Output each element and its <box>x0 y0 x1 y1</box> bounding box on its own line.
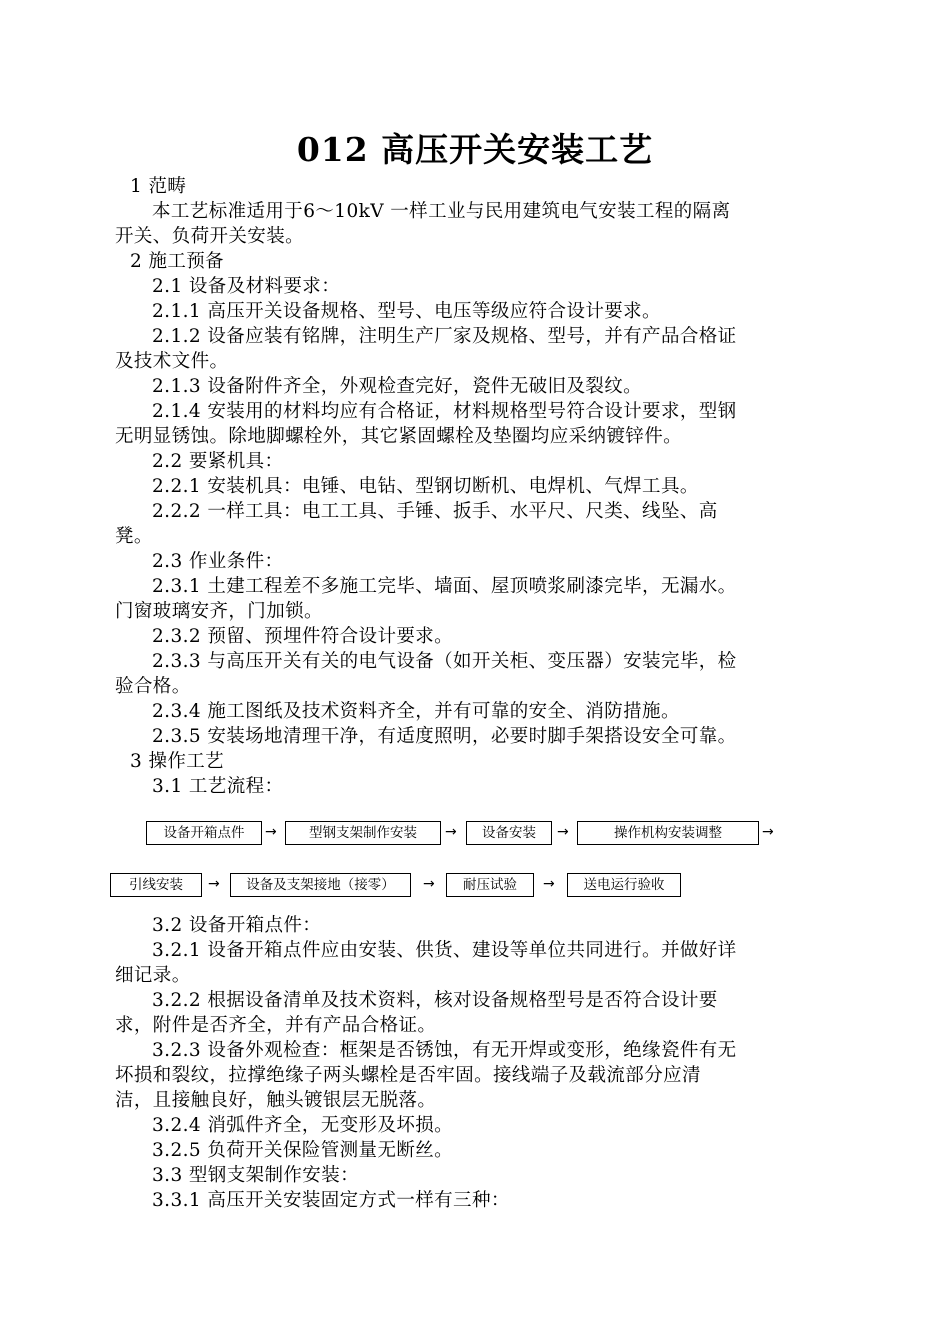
flowchart-row-2 <box>0 873 950 899</box>
paragraph-line: 无明显锈蚀。除地脚螺栓外，其它紧固螺栓及垫圈均应采纳镀锌件。 <box>115 426 683 447</box>
paragraph-line: 2.3.1 土建工程差不多施工完毕、墙面、屋顶喷浆刷漆完毕，无漏水。 <box>152 576 737 597</box>
paragraph-line: 洁，且接触良好，触头镀银层无脱落。 <box>115 1090 437 1111</box>
paragraph-line: 凳。 <box>115 526 153 547</box>
paragraph-line: 2.1.2 设备应装有铭牌，注明生产厂家及规格、型号，并有产品合格证 <box>152 326 737 347</box>
flow-step-mechanism: 操作机构安装调整 <box>577 821 759 845</box>
paragraph-line: 求，附件是否齐全，并有产品合格证。 <box>115 1015 437 1036</box>
flowchart-row-1 <box>0 821 950 847</box>
paragraph-line: 及技术文件。 <box>115 351 229 372</box>
paragraph-line: 2.3.4 施工图纸及技术资料齐全，并有可靠的安全、消防措施。 <box>152 701 680 722</box>
paragraph-line: 2.1.4 安装用的材料均应有合格证，材料规格型号符合设计要求，型钢 <box>152 401 737 422</box>
section-heading: 3 操作工艺 <box>130 751 225 772</box>
flow-step-leads: 引线安装 <box>110 873 202 897</box>
flow-step-install: 设备安装 <box>466 821 552 845</box>
flow-step-unpack: 设备开箱点件 <box>146 821 262 845</box>
paragraph-line: 3.3.1 高压开关安装固定方式一样有三种： <box>152 1190 510 1211</box>
flow-arrow-icon: → <box>557 824 569 840</box>
paragraph-line: 坏损和裂纹，拉撑绝缘子两头螺栓是否牢固。接线端子及载流部分应清 <box>115 1065 701 1086</box>
paragraph-line: 3.2.2 根据设备清单及技术资料，核对设备规格型号是否符合设计要 <box>152 990 718 1011</box>
paragraph-line: 2.1 设备及材料要求： <box>152 276 341 297</box>
paragraph-line: 3.2.4 消弧件齐全，无变形及坏损。 <box>152 1115 454 1136</box>
page-title: 012 高压开关安装工艺 <box>296 130 654 169</box>
paragraph-line: 2.3.2 预留、预埋件符合设计要求。 <box>152 626 454 647</box>
section-heading: 2 施工预备 <box>130 251 225 272</box>
paragraph-line: 3.2.3 设备外观检查：框架是否锈蚀，有无开焊或变形，绝缘瓷件有无 <box>152 1040 737 1061</box>
flow-step-bracket: 型钢支架制作安装 <box>285 821 441 845</box>
flow-arrow-icon: → <box>445 824 457 840</box>
document-body-part1 <box>115 174 835 799</box>
paragraph-line: 3.1 工艺流程： <box>152 776 284 797</box>
paragraph-line: 验合格。 <box>115 676 191 697</box>
paragraph-line: 2.1.3 设备附件齐全，外观检查完好，瓷件无破旧及裂纹。 <box>152 376 643 397</box>
paragraph-line: 细记录。 <box>115 965 191 986</box>
paragraph-line: 3.2.5 负荷开关保险管测量无断丝。 <box>152 1140 454 1161</box>
paragraph-line: 2.2.2 一样工具：电工工具、手锤、扳手、水平尺、尺类、线坠、高 <box>152 501 718 522</box>
paragraph-line: 2.3.3 与高压开关有关的电气设备（如开关柜、变压器）安装完毕，检 <box>152 651 737 672</box>
paragraph-line: 本工艺标准适用于6～10kV 一样工业与民用建筑电气安装工程的隔离 <box>152 201 731 222</box>
paragraph-line: 3.2.1 设备开箱点件应由安装、供货、建设等单位共同进行。并做好详 <box>152 940 737 961</box>
flow-arrow-icon: → <box>762 824 774 840</box>
paragraph-line: 2.3.5 安装场地清理干净，有适度照明，必要时脚手架搭设安全可靠。 <box>152 726 737 747</box>
paragraph-line: 3.2 设备开箱点件： <box>152 915 322 936</box>
paragraph-line: 开关、负荷开关安装。 <box>115 226 305 247</box>
flow-arrow-icon: → <box>265 824 277 840</box>
document-body-part2 <box>115 913 835 1213</box>
flow-arrow-icon: → <box>423 876 435 892</box>
flow-arrow-icon: → <box>208 876 220 892</box>
flow-step-grounding: 设备及支架接地（接零） <box>230 873 411 897</box>
section-heading: 1 范畴 <box>130 176 187 197</box>
flow-step-voltage-test: 耐压试验 <box>446 873 534 897</box>
paragraph-line: 2.2 要紧机具： <box>152 451 284 472</box>
paragraph-line: 2.3 作业条件： <box>152 551 284 572</box>
flow-step-acceptance: 送电运行验收 <box>567 873 681 897</box>
paragraph-line: 门窗玻璃安齐，门加锁。 <box>115 601 323 622</box>
paragraph-line: 2.1.1 高压开关设备规格、型号、电压等级应符合设计要求。 <box>152 301 661 322</box>
flow-arrow-icon: → <box>543 876 555 892</box>
paragraph-line: 2.2.1 安装机具：电锤、电钻、型钢切断机、电焊机、气焊工具。 <box>152 476 699 497</box>
paragraph-line: 3.3 型钢支架制作安装： <box>152 1165 360 1186</box>
